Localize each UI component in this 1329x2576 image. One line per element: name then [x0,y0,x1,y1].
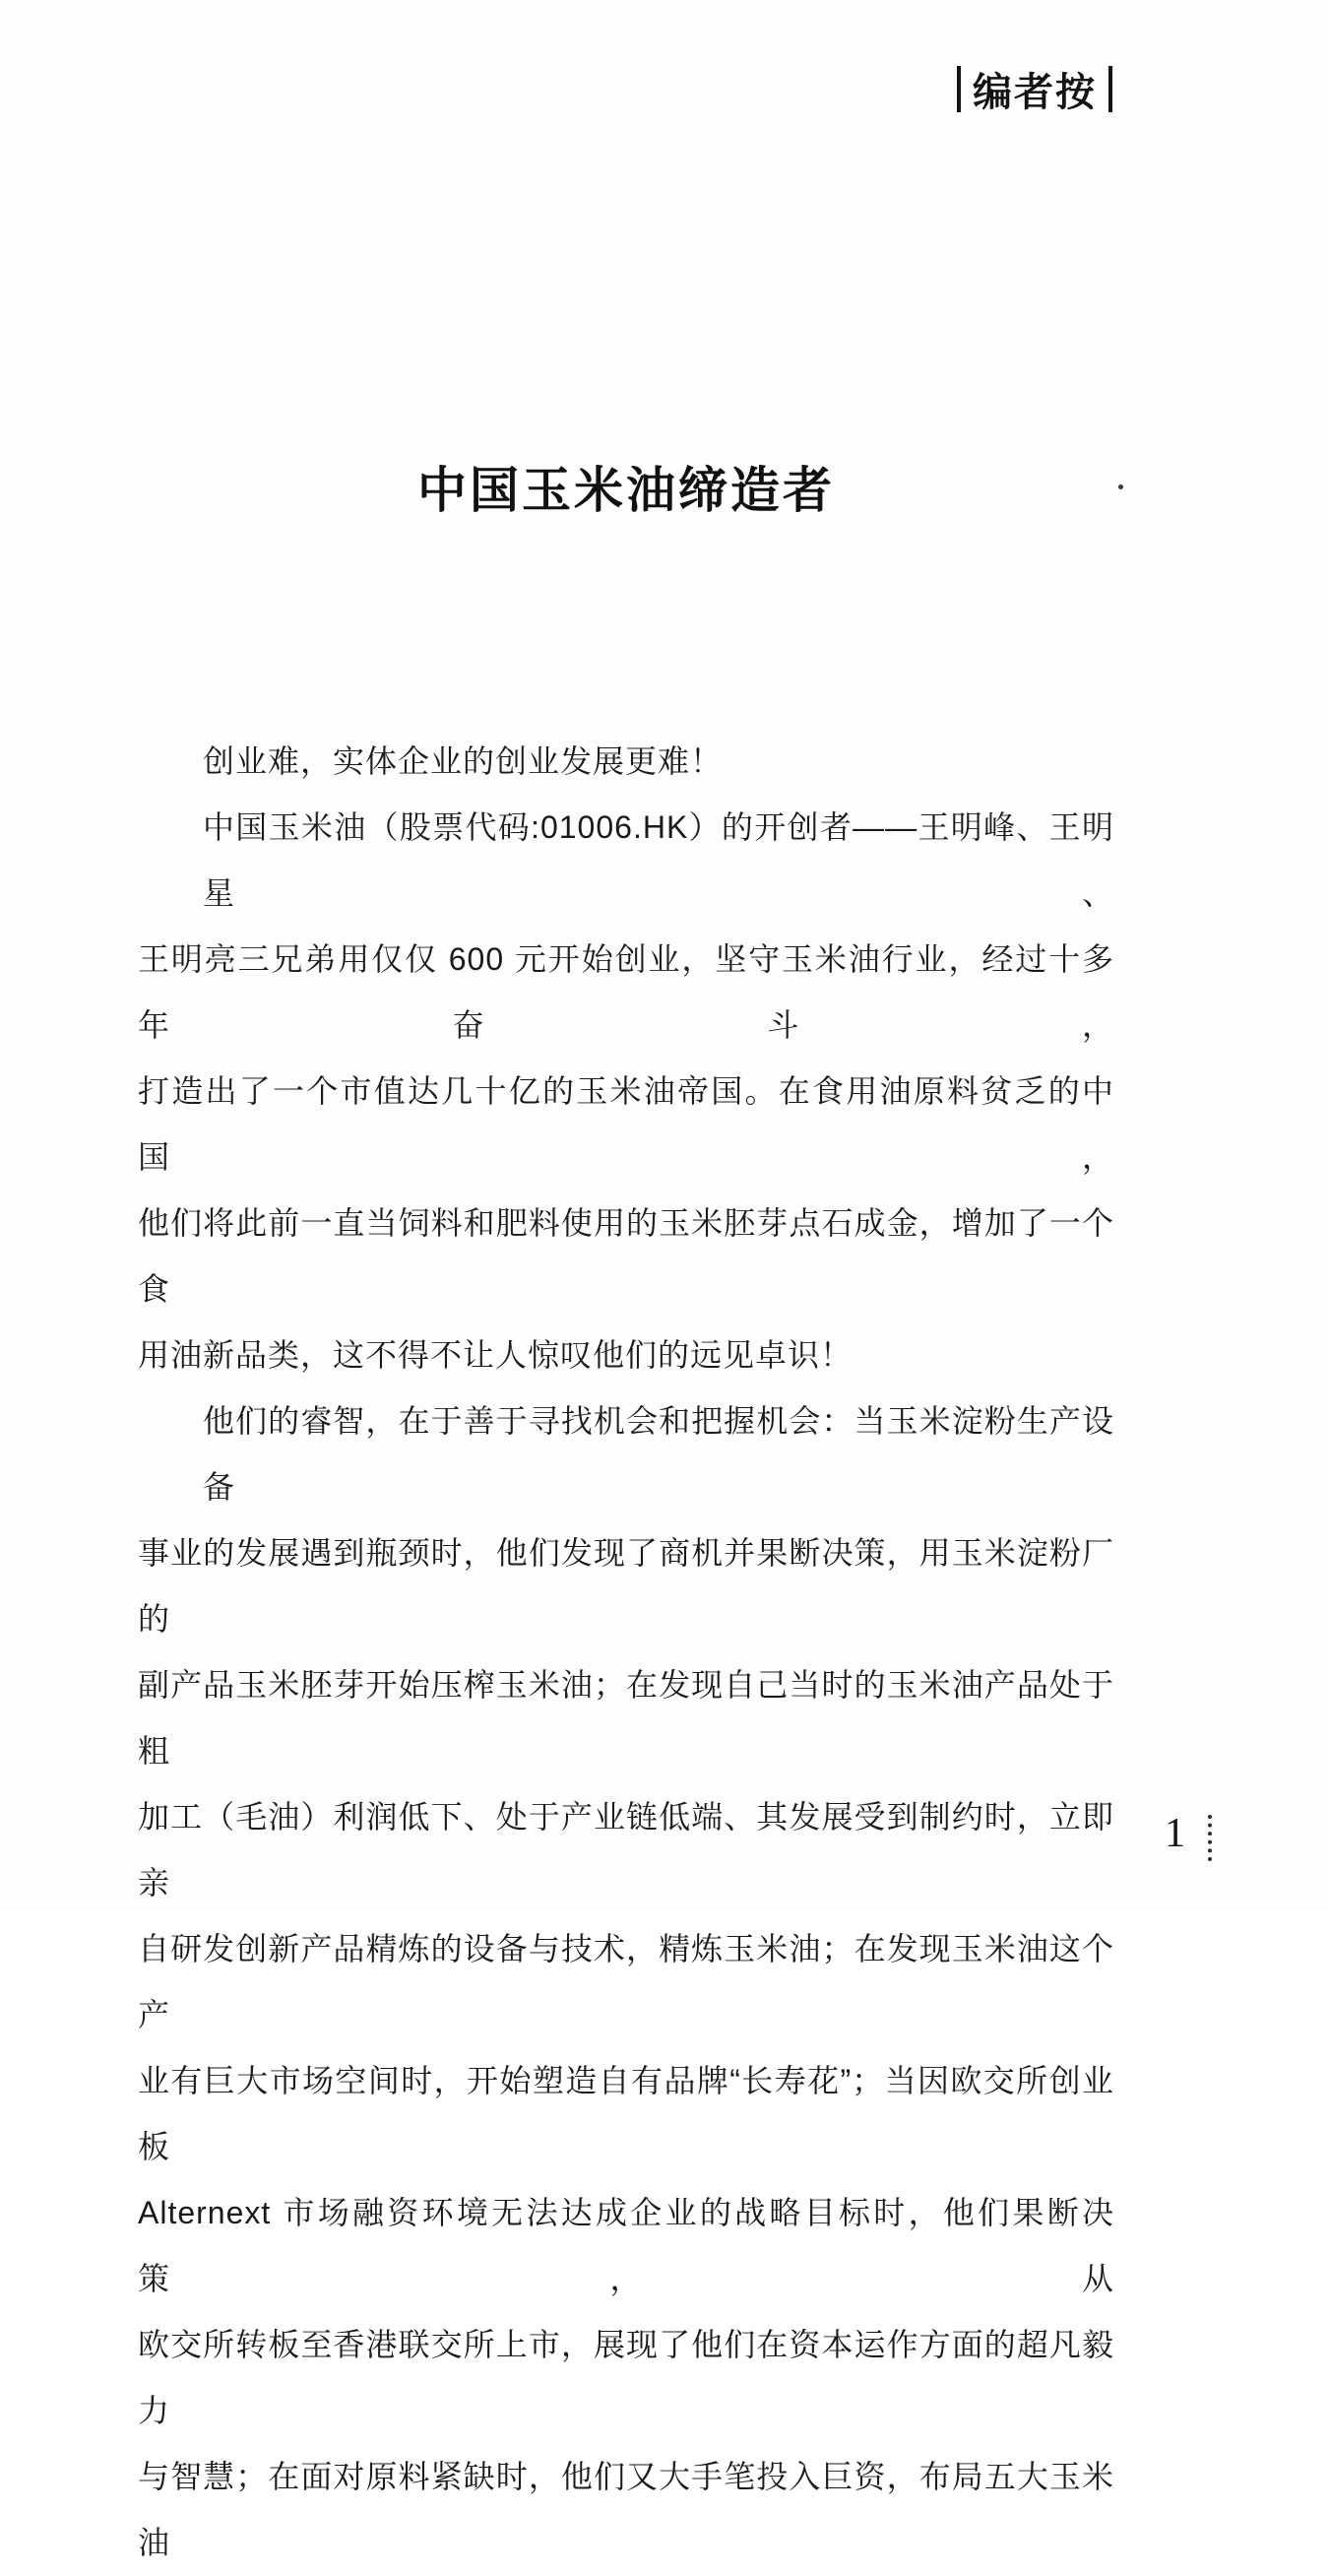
body-line: 他们将此前一直当饲料和肥料使用的玉米胚芽点石成金，增加了一个食 [138,1205,1114,1307]
scan-speck [1118,484,1123,489]
body-line: Alternext 市场融资环境无法达成企业的战略目标时，他们果断决策，从 [138,2195,1114,2296]
dotted-rule-icon [1208,1815,1212,1861]
body-line: 中国玉米油（股票代码:01006.HK）的开创者——王明峰、王明星、 [203,809,1114,911]
body-line: 与智慧；在面对原料紧缺时，他们又大手笔投入巨资，布局五大玉米油 [138,2459,1114,2560]
body-line: 自研发创新产品精炼的设备与技术，精炼玉米油；在发现玉米油这个产 [138,1931,1114,2032]
page-number: 1 [1165,1811,1185,1856]
header-left-bar-icon [957,66,961,112]
body-line: 王明亮三兄弟用仅仅 600 元开始创业，坚守玉米油行业，经过十多年奋斗， [138,941,1114,1043]
body-line: 欧交所转板至香港联交所上市，展现了他们在资本运作方面的超凡毅力 [138,2327,1114,2428]
body-line: 创业难，实体企业的创业发展更难！ [203,743,724,779]
body-line: 他们的睿智，在于善于寻找机会和把握机会：当玉米淀粉生产设备 [203,1403,1114,1505]
editor-note-header [957,61,1112,117]
body-line: 副产品玉米胚芽开始压榨玉米油；在发现自己当时的玉米油产品处于粗 [138,1667,1114,1769]
body-line: 事业的发展遇到瓶颈时，他们发现了商机并果断决策，用玉米淀粉厂的 [138,1535,1114,1637]
body-text [138,729,1114,2576]
header-label: 编者按 [973,71,1097,114]
body-line: 加工（毛油）利润低下、处于产业链低端、其发展受到制约时，立即亲 [138,1799,1114,1900]
header-right-bar-icon [1108,66,1112,112]
page-title: 中国玉米油缔造者 [417,463,835,518]
body-line: 业有巨大市场空间时，开始塑造自有品牌“长寿花”；当因欧交所创业板 [138,2063,1114,2164]
body-line: 用油新品类，这不得不让人惊叹他们的远见卓识！ [138,1337,854,1373]
body-line: 打造出了一个市值达几十亿的玉米油帝国。在食用油原料贫乏的中国， [138,1073,1114,1175]
